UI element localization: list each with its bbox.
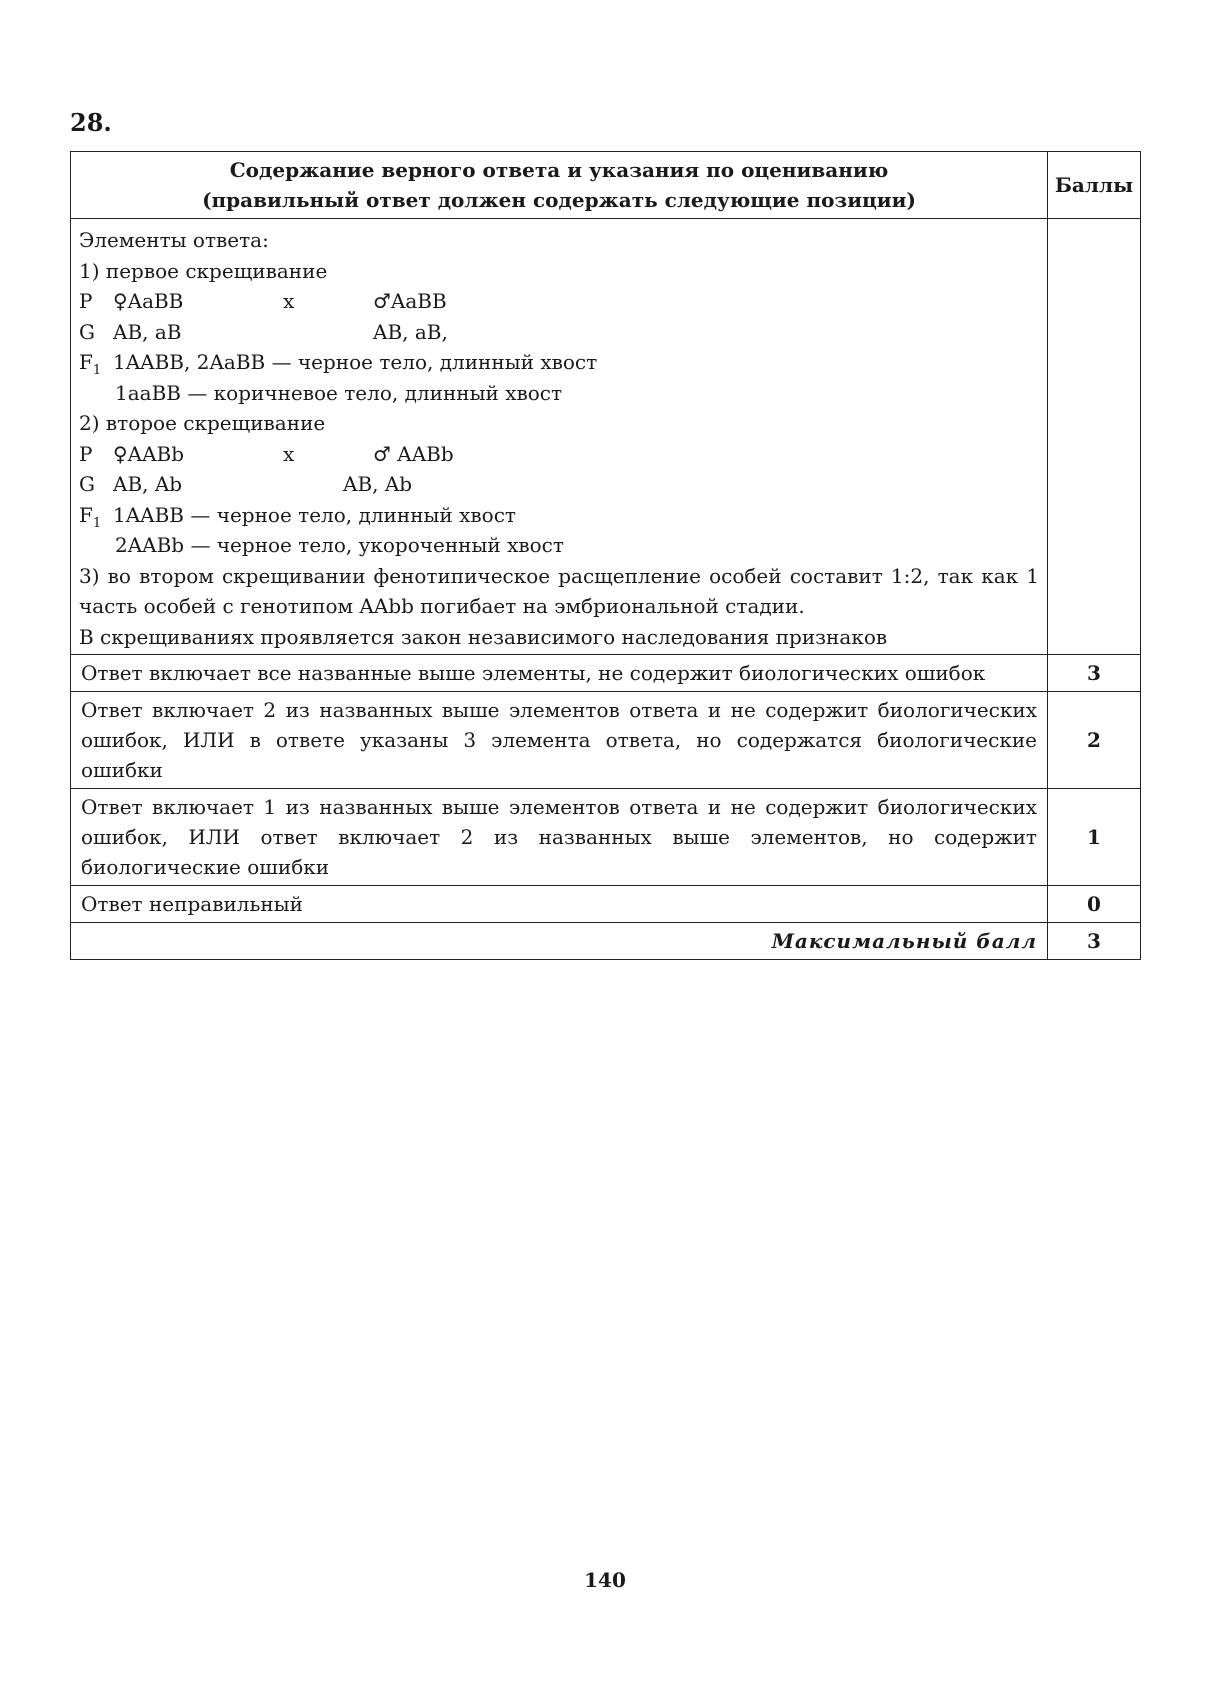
cross1-p-female: ♀AaBB	[113, 289, 184, 313]
cross1-p-label: P	[79, 289, 93, 313]
page-number: 140	[584, 1568, 626, 1592]
criterion-score: 0	[1048, 886, 1141, 923]
header-content-line1: Содержание верного ответа и указания по оцениванию	[229, 158, 889, 182]
criterion-row	[71, 886, 1141, 923]
task-number: 28.	[70, 108, 112, 137]
cross2-f-label: $F_1$	[79, 502, 102, 531]
cross1-p-male: ♂AaBB	[373, 289, 447, 313]
cross1-g-female: AB, aB	[113, 319, 182, 344]
cross2-parents	[79, 439, 1039, 470]
cross2-gametes	[79, 469, 1039, 500]
cross2-g-label: G	[79, 472, 95, 496]
cross1-p-sign: x	[283, 289, 295, 313]
criterion-row	[71, 789, 1141, 886]
criterion-text: Ответ включает 2 из названных выше элементов ответа и не содержит биологических ошибок, ИЛИ в ответе указаны 3 элемента ответа, но содержатся биологические ошибки	[71, 692, 1048, 789]
answer-elements-row	[71, 219, 1141, 655]
cross2-offspring-1	[79, 500, 1039, 531]
cross2-p-sign: x	[283, 441, 295, 466]
cross2-f1: 1AABB — черное тело, длинный хвост	[113, 502, 516, 527]
cross1-g-label: G	[79, 319, 95, 344]
cross2-g-male: AB, Ab	[343, 472, 413, 496]
header-content-line2: (правильный ответ должен содержать следующие позиции)	[202, 188, 916, 212]
criterion-text: Ответ включает 1 из названных выше элементов ответа и не содержит биологических ошибок, ИЛИ ответ включает 2 из названных выше элементов, но содержит биологические ошибки	[71, 789, 1048, 886]
header-content-cell	[71, 152, 1048, 219]
grading-table	[70, 151, 1141, 960]
cross1-g-male: AB, aB,	[373, 319, 448, 344]
cross1-gametes	[79, 317, 1039, 348]
criterion-text: Ответ неправильный	[71, 886, 1048, 923]
cross1-offspring-2: 1aaBB — коричневое тело, длинный хвост	[115, 380, 563, 405]
max-score-row	[71, 923, 1141, 960]
criterion-text: Ответ включает все названные выше элементы, не содержит биологических ошибок	[71, 655, 1048, 692]
answer-elements-cell	[71, 219, 1048, 655]
table-header-row	[71, 152, 1141, 219]
cross2-p-male: ♂ AABb	[373, 441, 454, 466]
criterion-score: 3	[1048, 655, 1141, 692]
inheritance-law: В скрещиваниях проявляется закон независимого наследования признаков	[79, 624, 888, 649]
cross1-g-spacer	[283, 317, 373, 348]
answer-elements-score-cell	[1048, 219, 1141, 655]
max-score-value: 3	[1048, 923, 1141, 960]
max-score-label: Максимальный балл	[71, 923, 1048, 960]
cross1-parents	[79, 286, 1039, 317]
criterion-row	[71, 655, 1141, 692]
cross2-p-female: ♀AABb	[113, 441, 185, 466]
cross2-title: 2) второе скрещивание	[79, 411, 326, 435]
criterion-score: 1	[1048, 789, 1141, 886]
criterion-score: 2	[1048, 692, 1141, 789]
cross1-f-label: $F_1$	[79, 350, 102, 378]
cross2-offspring-2: 2AABb — черное тело, укороченный хвост	[115, 533, 564, 557]
criterion-row	[71, 692, 1141, 789]
cross2-p-label: P	[79, 441, 93, 466]
cross1-title: 1) первое скрещивание	[79, 258, 328, 283]
cross1-f1: 1AABB, 2AaBB — черное тело, длинный хвост	[113, 350, 598, 374]
answer-point-3: 3) во втором скрещивании фенотипическое расщепление особей составит 1:2, так как 1 часть особей с генотипом AAbb погибает на эмбриональной стадии.	[79, 563, 1039, 618]
header-score-cell: Баллы	[1048, 152, 1141, 219]
answer-intro: Элементы ответа:	[79, 228, 269, 252]
cross2-g-female: AB, Ab	[113, 472, 183, 496]
cross1-offspring-1	[79, 347, 1039, 378]
